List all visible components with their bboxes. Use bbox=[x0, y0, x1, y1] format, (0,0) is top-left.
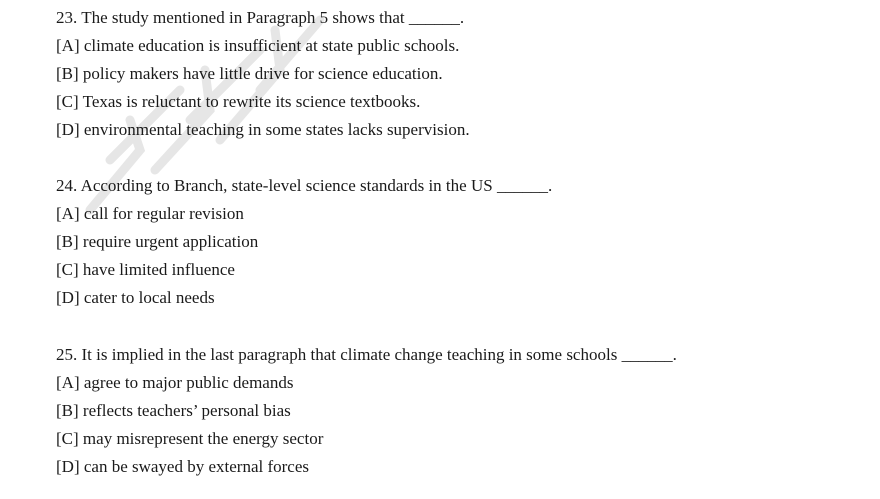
option-text: require urgent application bbox=[82, 232, 259, 251]
option-c[interactable] bbox=[56, 256, 856, 284]
answer-blank: ______. bbox=[408, 8, 465, 27]
option-d[interactable] bbox=[56, 453, 856, 481]
answer-blank: ______. bbox=[621, 345, 677, 364]
option-text: may misrepresent the energy sector bbox=[82, 429, 324, 448]
option-c[interactable] bbox=[56, 425, 856, 453]
option-text: policy makers have little drive for science education. bbox=[82, 64, 443, 83]
question-stem bbox=[56, 341, 856, 369]
question-24 bbox=[56, 172, 856, 312]
option-a[interactable] bbox=[56, 32, 856, 60]
option-text: agree to major public demands bbox=[83, 373, 294, 392]
option-letter: [C] bbox=[56, 429, 79, 448]
question-text: The study mentioned in Paragraph 5 shows that bbox=[81, 8, 405, 27]
question-stem bbox=[56, 172, 856, 200]
option-d[interactable] bbox=[56, 116, 856, 144]
option-text: Texas is reluctant to rewrite its science textbooks. bbox=[82, 92, 421, 111]
option-text: environmental teaching in some states lacks supervision. bbox=[83, 120, 470, 139]
question-number: 25. bbox=[56, 345, 78, 364]
option-text: call for regular revision bbox=[83, 204, 244, 223]
option-b[interactable] bbox=[56, 228, 856, 256]
option-letter: [D] bbox=[56, 120, 80, 139]
option-letter: [A] bbox=[56, 373, 80, 392]
option-b[interactable] bbox=[56, 397, 856, 425]
option-text: have limited influence bbox=[82, 260, 235, 279]
option-b[interactable] bbox=[56, 60, 856, 88]
option-letter: [B] bbox=[56, 232, 79, 251]
option-letter: [D] bbox=[56, 457, 80, 476]
question-text: According to Branch, state-level science standards in the US bbox=[80, 176, 493, 195]
question-25 bbox=[56, 341, 856, 481]
option-text: climate education is insufficient at state public schools. bbox=[83, 36, 460, 55]
question-number: 23. bbox=[56, 8, 78, 27]
answer-blank: ______. bbox=[496, 176, 553, 195]
option-letter: [A] bbox=[56, 36, 80, 55]
option-text: can be swayed by external forces bbox=[83, 457, 310, 476]
option-a[interactable] bbox=[56, 369, 856, 397]
option-letter: [B] bbox=[56, 401, 79, 420]
option-letter: [C] bbox=[56, 92, 79, 111]
option-text: reflects teachers’ personal bias bbox=[82, 401, 291, 420]
option-text: cater to local needs bbox=[83, 288, 215, 307]
question-23 bbox=[56, 4, 856, 144]
option-letter: [B] bbox=[56, 64, 79, 83]
option-letter: [A] bbox=[56, 204, 80, 223]
question-stem bbox=[56, 4, 856, 32]
question-number: 24. bbox=[56, 176, 78, 195]
option-letter: [D] bbox=[56, 288, 80, 307]
option-a[interactable] bbox=[56, 200, 856, 228]
option-d[interactable] bbox=[56, 284, 856, 312]
option-letter: [C] bbox=[56, 260, 79, 279]
question-text: It is implied in the last paragraph that climate change teaching in some schools bbox=[81, 345, 618, 364]
option-c[interactable] bbox=[56, 88, 856, 116]
